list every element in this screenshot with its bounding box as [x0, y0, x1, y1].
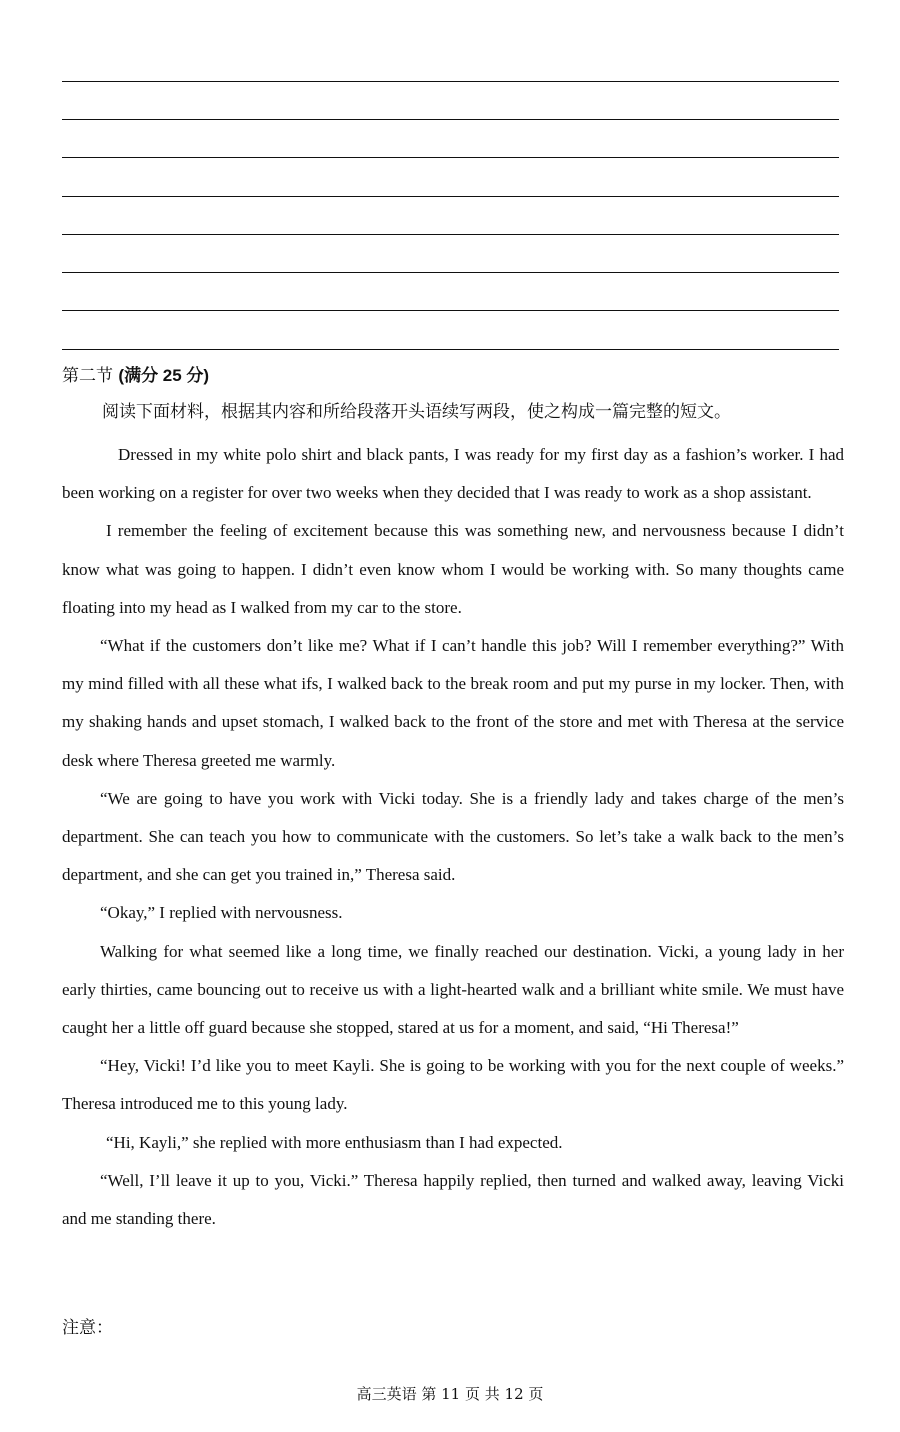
page-footer: 高三英语 第 11 页 共 12 页 — [356, 1385, 544, 1403]
passage-paragraph: “Okay,” I replied with nervousness. — [100, 903, 343, 923]
answer-line — [62, 349, 839, 350]
passage-paragraph: I remember the feeling of excitement because this was something new, and nervousness because I didn’t know what was going to happen. I didn’t even know whom I would be working with. So many thoughts came floating into my head as I walked from my car to the store. — [62, 521, 844, 617]
reading-passage — [62, 436, 844, 1238]
passage-paragraph: “We are going to have you work with Vicki today. She is a friendly lady and takes charge of the men’s department. She can teach you how to communicate with the customers. So let’s take a walk back to the men’s department, and she can get you trained in,” Theresa said. — [62, 788, 844, 885]
answer-line — [62, 196, 839, 197]
section-score: (满分 25 分) — [118, 366, 210, 385]
answer-line — [62, 234, 839, 235]
answer-line — [62, 157, 839, 158]
passage-paragraph: Dressed in my white polo shirt and black pants, I was ready for my first day as a fashion’s worker. I had been working on a register for over two weeks when they decided that I was ready to work as a shop assistant. — [62, 445, 844, 503]
passage-paragraph: “Well, I’ll leave it up to you, Vicki.” Theresa happily replied, then turned and walked away, leaving Vicki and me standing there. — [62, 1170, 844, 1229]
passage-paragraph: “Hey, Vicki! I’d like you to meet Kayli. She is going to be working with you for the next couple of weeks.” Theresa introduced me to this young lady. — [62, 1056, 844, 1114]
answer-line — [62, 119, 839, 120]
passage-paragraph: Walking for what seemed like a long time, we finally reached our destination. Vicki, a young lady in her early thirties, came bouncing out to receive us with a light-hearted walk and a brilliant white smile. We must have caught her a little off guard because she stopped, stared at us for a moment, and said, “Hi Theresa!” — [62, 941, 844, 1038]
answer-line — [62, 272, 839, 273]
passage-paragraph: “What if the customers don’t like me? What if I can’t handle this job? Will I remember everything?” With my mind filled with all these what ifs, I walked back to the break room and put my purse in my locker. Then, with my shaking hands and upset stomach, I walked back to the front of the store and met with Theresa at the service desk where Theresa greeted me warmly. — [62, 636, 844, 770]
answer-line — [62, 81, 839, 82]
instruction-text: 阅读下面材料，根据其内容和所给段落开头语续写两段，使之构成一篇完整的短文。 — [102, 402, 731, 422]
section-heading-prefix: 第二节 — [62, 366, 119, 386]
answer-line — [62, 310, 839, 311]
passage-paragraph: “Hi, Kayli,” she replied with more enthusiasm than I had expected. — [106, 1132, 563, 1152]
note-label: 注意： — [62, 1318, 113, 1338]
section-heading — [62, 364, 209, 388]
